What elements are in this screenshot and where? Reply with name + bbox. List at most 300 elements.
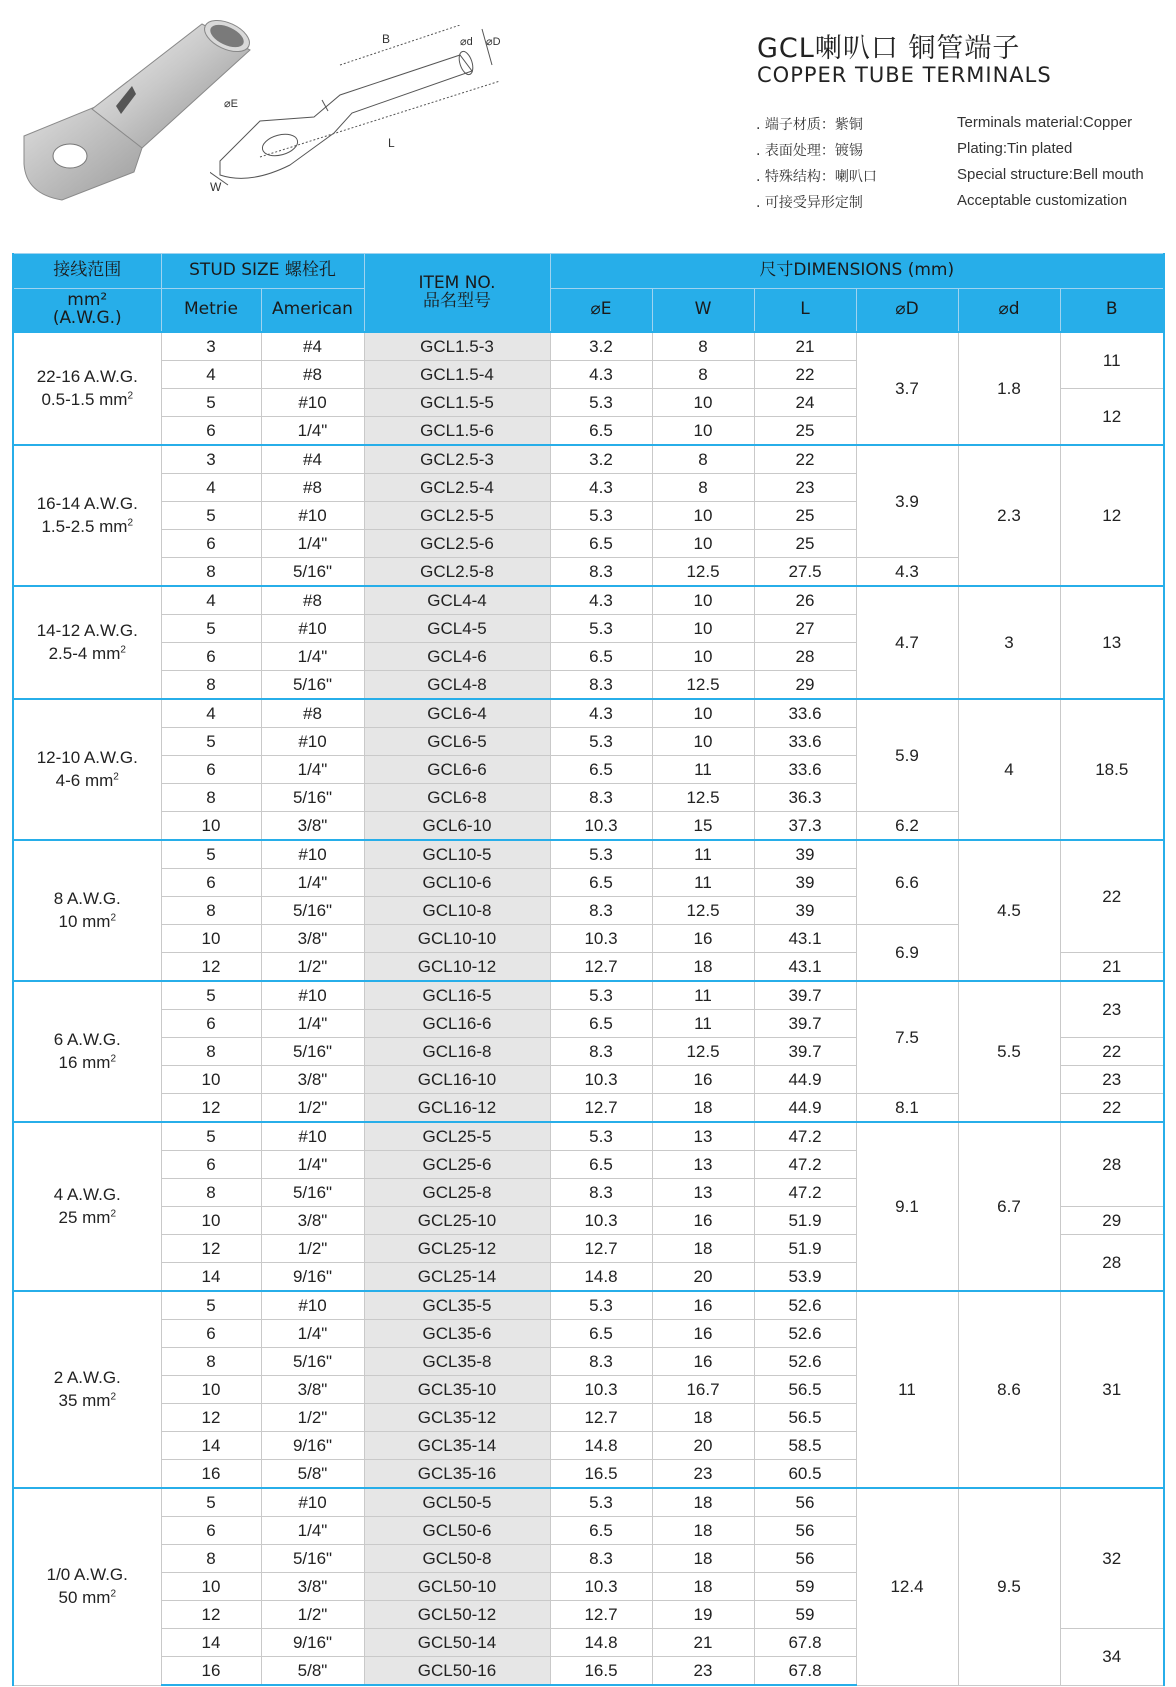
cell-e: 3.2 [550, 332, 652, 361]
cell-dd: 6.2 [856, 812, 958, 841]
cell-item: GCL4-6 [364, 643, 550, 671]
cell-e: 10.3 [550, 1376, 652, 1404]
cell-american: 1/2" [261, 1094, 364, 1123]
cell-item: GCL2.5-6 [364, 530, 550, 558]
cell-w: 19 [652, 1601, 754, 1629]
cell-american: 3/8" [261, 925, 364, 953]
cell-l: 44.9 [754, 1066, 856, 1094]
mm-label: 4-6 $mm^2$ [55, 770, 119, 790]
cell-e: 14.8 [550, 1629, 652, 1657]
label-d-small: ⌀d [460, 36, 473, 48]
cell-b: 34 [1060, 1629, 1164, 1686]
cell-metric: 3 [161, 445, 261, 474]
cell-l: 47.2 [754, 1151, 856, 1179]
cell-w: 18 [652, 1094, 754, 1123]
cell-item: GCL25-10 [364, 1207, 550, 1235]
cell-l: 67.8 [754, 1629, 856, 1657]
cell-w: 8 [652, 361, 754, 389]
cell-item: GCL16-10 [364, 1066, 550, 1094]
cell-item: GCL25-8 [364, 1179, 550, 1207]
cell-e: 8.3 [550, 671, 652, 700]
header-american: American [261, 289, 364, 333]
cell-e: 5.3 [550, 728, 652, 756]
awg-label: 1/0 A.W.G. [46, 1564, 128, 1584]
cell-american: 5/8" [261, 1657, 364, 1686]
cell-e: 5.3 [550, 1122, 652, 1151]
cell-dd: 5.9 [856, 699, 958, 812]
awg-label: 2 A.W.G. [53, 1367, 121, 1387]
cell-american: 1/4" [261, 1320, 364, 1348]
table-row [13, 445, 1164, 474]
cell-american: 5/16" [261, 897, 364, 925]
cell-l: 33.6 [754, 756, 856, 784]
cell-b: 11 [1060, 332, 1164, 389]
cell-metric: 8 [161, 1038, 261, 1066]
cell-e: 12.7 [550, 1235, 652, 1263]
spec-plating-cn: . 表面处理：镀锡 [756, 143, 863, 159]
cell-item: GCL10-12 [364, 953, 550, 982]
cell-american: #10 [261, 615, 364, 643]
cell-metric: 10 [161, 812, 261, 841]
cell-metric: 6 [161, 530, 261, 558]
cell-e: 8.3 [550, 1545, 652, 1573]
header-dimensions: 尺寸DIMENSIONS (mm) [550, 254, 1164, 289]
cell-l: 39.7 [754, 1010, 856, 1038]
cell-dd: 4.3 [856, 558, 958, 587]
cell-l: 25 [754, 502, 856, 530]
cell-l: 39 [754, 840, 856, 869]
cell-w: 11 [652, 1010, 754, 1038]
cell-w: 20 [652, 1263, 754, 1292]
cell-l: 22 [754, 445, 856, 474]
cell-metric: 14 [161, 1629, 261, 1657]
cell-e: 6.5 [550, 417, 652, 446]
awg-range-cell [13, 840, 161, 981]
cell-american: 9/16" [261, 1432, 364, 1460]
dimension-drawing [210, 25, 560, 205]
cell-american: #8 [261, 699, 364, 728]
cell-item: GCL1.5-5 [364, 389, 550, 417]
header-l: L [754, 289, 856, 333]
cell-e: 5.3 [550, 502, 652, 530]
cell-l: 43.1 [754, 953, 856, 982]
cell-l: 52.6 [754, 1348, 856, 1376]
cell-b: 23 [1060, 981, 1164, 1038]
cell-w: 23 [652, 1657, 754, 1686]
awg-label: 8 A.W.G. [53, 888, 121, 908]
cell-american: 5/16" [261, 1545, 364, 1573]
cell-e: 12.7 [550, 1094, 652, 1123]
cell-american: 3/8" [261, 1573, 364, 1601]
cell-l: 33.6 [754, 699, 856, 728]
cell-e: 4.3 [550, 474, 652, 502]
cell-metric: 6 [161, 1151, 261, 1179]
cell-e: 16.5 [550, 1460, 652, 1489]
cell-american: #10 [261, 981, 364, 1010]
cell-item: GCL6-10 [364, 812, 550, 841]
cell-item: GCL2.5-8 [364, 558, 550, 587]
awg-label: 14-12 A.W.G. [36, 620, 138, 640]
cell-w: 10 [652, 699, 754, 728]
cell-american: 3/8" [261, 1207, 364, 1235]
cell-metric: 12 [161, 1235, 261, 1263]
cell-dd: 3.7 [856, 332, 958, 445]
cell-american: #10 [261, 840, 364, 869]
cell-l: 25 [754, 530, 856, 558]
cell-metric: 16 [161, 1657, 261, 1686]
cell-w: 8 [652, 474, 754, 502]
spec-structure-cn: . 特殊结构：喇叭口 [756, 169, 877, 185]
cell-metric: 5 [161, 728, 261, 756]
cell-l: 21 [754, 332, 856, 361]
cell-e: 14.8 [550, 1263, 652, 1292]
cell-american: #8 [261, 586, 364, 615]
cell-d: 6.7 [958, 1122, 1060, 1291]
awg-label: 6 A.W.G. [53, 1029, 121, 1049]
mm-label: 0.5-1.5 $mm^2$ [41, 389, 134, 409]
cell-item: GCL35-6 [364, 1320, 550, 1348]
label-w: W [210, 180, 222, 194]
cell-metric: 5 [161, 1122, 261, 1151]
label-b: B [382, 32, 391, 46]
mm-label: 25 $mm^2$ [58, 1207, 117, 1227]
cell-metric: 3 [161, 332, 261, 361]
cell-w: 18 [652, 1235, 754, 1263]
cell-l: 39 [754, 897, 856, 925]
spec-plating-en: Plating:Tin plated [957, 140, 1073, 157]
cell-american: 1/4" [261, 1010, 364, 1038]
table-row [13, 840, 1164, 869]
cell-d: 3 [958, 586, 1060, 699]
cell-item: GCL16-8 [364, 1038, 550, 1066]
cell-l: 56 [754, 1545, 856, 1573]
cell-l: 53.9 [754, 1263, 856, 1292]
cell-item: GCL25-14 [364, 1263, 550, 1292]
header-metric: Metrie [161, 289, 261, 333]
cell-l: 52.6 [754, 1320, 856, 1348]
cell-e: 5.3 [550, 1291, 652, 1320]
cell-american: 1/2" [261, 1235, 364, 1263]
cell-w: 10 [652, 586, 754, 615]
cell-item: GCL16-5 [364, 981, 550, 1010]
cell-l: 47.2 [754, 1122, 856, 1151]
cell-l: 51.9 [754, 1235, 856, 1263]
cell-metric: 5 [161, 1488, 261, 1517]
cell-w: 11 [652, 840, 754, 869]
table-row [13, 1291, 1164, 1320]
cell-american: #10 [261, 502, 364, 530]
cell-metric: 8 [161, 1179, 261, 1207]
table-row [13, 1122, 1164, 1151]
cell-e: 6.5 [550, 756, 652, 784]
cell-e: 6.5 [550, 1517, 652, 1545]
cell-b: 23 [1060, 1066, 1164, 1094]
cell-dd: 3.9 [856, 445, 958, 558]
awg-range-cell [13, 981, 161, 1122]
cell-l: 24 [754, 389, 856, 417]
cell-metric: 10 [161, 1066, 261, 1094]
cell-metric: 10 [161, 1376, 261, 1404]
cell-e: 8.3 [550, 558, 652, 587]
cell-b: 22 [1060, 1038, 1164, 1066]
cell-metric: 8 [161, 897, 261, 925]
cell-american: 1/4" [261, 869, 364, 897]
cell-american: #10 [261, 1122, 364, 1151]
cell-dd: 4.7 [856, 586, 958, 699]
cell-w: 8 [652, 332, 754, 361]
cell-w: 10 [652, 502, 754, 530]
cell-item: GCL4-5 [364, 615, 550, 643]
cell-w: 12.5 [652, 784, 754, 812]
cell-b: 22 [1060, 840, 1164, 953]
cell-e: 8.3 [550, 1038, 652, 1066]
header-e: ⌀E [550, 289, 652, 333]
cell-metric: 10 [161, 1573, 261, 1601]
cell-l: 67.8 [754, 1657, 856, 1686]
cell-b: 22 [1060, 1094, 1164, 1123]
mm-label: 50 $mm^2$ [58, 1587, 117, 1607]
cell-w: 12.5 [652, 1038, 754, 1066]
header-d: ⌀d [958, 289, 1060, 333]
cell-item: GCL6-6 [364, 756, 550, 784]
cell-metric: 6 [161, 1320, 261, 1348]
cell-item: GCL50-10 [364, 1573, 550, 1601]
cell-w: 10 [652, 728, 754, 756]
cell-item: GCL25-6 [364, 1151, 550, 1179]
cell-dd: 8.1 [856, 1094, 958, 1123]
spec-custom-cn: . 可接受异形定制 [756, 195, 863, 211]
cell-metric: 8 [161, 1348, 261, 1376]
cell-d: 4.5 [958, 840, 1060, 981]
cell-american: #10 [261, 1291, 364, 1320]
cell-l: 59 [754, 1573, 856, 1601]
cell-w: 12.5 [652, 671, 754, 700]
cell-dd: 6.6 [856, 840, 958, 925]
cell-l: 29 [754, 671, 856, 700]
cell-l: 23 [754, 474, 856, 502]
cell-metric: 16 [161, 1460, 261, 1489]
cell-american: 1/4" [261, 1151, 364, 1179]
cell-e: 8.3 [550, 1348, 652, 1376]
cell-b: 12 [1060, 389, 1164, 446]
cell-e: 3.2 [550, 445, 652, 474]
cell-b: 32 [1060, 1488, 1164, 1629]
cell-item: GCL35-14 [364, 1432, 550, 1460]
cell-item: GCL10-8 [364, 897, 550, 925]
cell-dd: 9.1 [856, 1122, 958, 1291]
cell-l: 56.5 [754, 1376, 856, 1404]
cell-item: GCL2.5-5 [364, 502, 550, 530]
cell-e: 12.7 [550, 953, 652, 982]
cell-metric: 14 [161, 1263, 261, 1292]
cell-w: 10 [652, 530, 754, 558]
cell-l: 56.5 [754, 1404, 856, 1432]
cell-w: 13 [652, 1151, 754, 1179]
cell-b: 21 [1060, 953, 1164, 982]
cell-metric: 12 [161, 1094, 261, 1123]
cell-b: 13 [1060, 586, 1164, 699]
cell-item: GCL25-5 [364, 1122, 550, 1151]
cell-e: 5.3 [550, 981, 652, 1010]
cell-item: GCL1.5-6 [364, 417, 550, 446]
cell-item: GCL6-4 [364, 699, 550, 728]
cell-e: 4.3 [550, 361, 652, 389]
cell-w: 16 [652, 1066, 754, 1094]
cell-e: 5.3 [550, 1488, 652, 1517]
cell-metric: 6 [161, 643, 261, 671]
cell-l: 39.7 [754, 981, 856, 1010]
cell-metric: 5 [161, 615, 261, 643]
cell-item: GCL25-12 [364, 1235, 550, 1263]
cell-l: 56 [754, 1517, 856, 1545]
cell-w: 18 [652, 1517, 754, 1545]
cell-w: 10 [652, 615, 754, 643]
cell-w: 12.5 [652, 897, 754, 925]
cell-l: 37.3 [754, 812, 856, 841]
cell-w: 16 [652, 1207, 754, 1235]
cell-item: GCL50-16 [364, 1657, 550, 1686]
cell-american: 9/16" [261, 1629, 364, 1657]
cell-d: 5.5 [958, 981, 1060, 1122]
cell-w: 18 [652, 1488, 754, 1517]
cell-metric: 10 [161, 925, 261, 953]
cell-item: GCL4-8 [364, 671, 550, 700]
cell-l: 25 [754, 417, 856, 446]
cell-item: GCL35-8 [364, 1348, 550, 1376]
spec-material-cn: . 端子材质：紫铜 [756, 117, 863, 133]
cell-d: 8.6 [958, 1291, 1060, 1488]
cell-e: 5.3 [550, 389, 652, 417]
cell-w: 16.7 [652, 1376, 754, 1404]
awg-label: 12-10 A.W.G. [36, 747, 138, 767]
cell-e: 12.7 [550, 1601, 652, 1629]
cell-w: 18 [652, 1545, 754, 1573]
cell-metric: 12 [161, 1601, 261, 1629]
table-row [13, 981, 1164, 1010]
cell-item: GCL10-10 [364, 925, 550, 953]
header-b: B [1060, 289, 1164, 333]
cell-e: 6.5 [550, 869, 652, 897]
cell-dd: 11 [856, 1291, 958, 1488]
cell-metric: 6 [161, 417, 261, 446]
cell-metric: 5 [161, 981, 261, 1010]
cell-american: #10 [261, 389, 364, 417]
cell-american: 5/16" [261, 784, 364, 812]
cell-metric: 4 [161, 586, 261, 615]
cell-b: 18.5 [1060, 699, 1164, 840]
page-title-en: COPPER TUBE TERMINALS [757, 63, 1052, 87]
cell-item: GCL2.5-4 [364, 474, 550, 502]
page-title-cn: GCL喇叭口 铜管端子 [757, 33, 1021, 64]
cell-metric: 4 [161, 699, 261, 728]
cell-e: 6.5 [550, 1151, 652, 1179]
cell-item: GCL50-12 [364, 1601, 550, 1629]
cell-l: 51.9 [754, 1207, 856, 1235]
cell-l: 33.6 [754, 728, 856, 756]
cell-american: 9/16" [261, 1263, 364, 1292]
cell-american: 1/2" [261, 953, 364, 982]
cell-metric: 4 [161, 361, 261, 389]
cell-dd: 7.5 [856, 981, 958, 1094]
awg-range-cell [13, 1122, 161, 1291]
cell-metric: 6 [161, 869, 261, 897]
cell-item: GCL50-14 [364, 1629, 550, 1657]
cell-metric: 6 [161, 1517, 261, 1545]
mm-label: 2.5-4 $mm^2$ [48, 643, 126, 663]
cell-w: 12.5 [652, 558, 754, 587]
cell-american: 1/2" [261, 1601, 364, 1629]
cell-dd: 6.9 [856, 925, 958, 982]
cell-w: 16 [652, 1348, 754, 1376]
label-d-big: ⌀D [486, 36, 501, 48]
cell-w: 8 [652, 445, 754, 474]
cell-e: 5.3 [550, 840, 652, 869]
cell-metric: 5 [161, 389, 261, 417]
cell-american: 1/4" [261, 756, 364, 784]
cell-metric: 8 [161, 1545, 261, 1573]
cell-item: GCL16-6 [364, 1010, 550, 1038]
cell-e: 8.3 [550, 897, 652, 925]
cell-item: GCL16-12 [364, 1094, 550, 1123]
cell-l: 44.9 [754, 1094, 856, 1123]
cell-american: 3/8" [261, 812, 364, 841]
cell-item: GCL2.5-3 [364, 445, 550, 474]
cell-e: 5.3 [550, 615, 652, 643]
cell-american: 1/4" [261, 643, 364, 671]
cell-american: #4 [261, 332, 364, 361]
header-item-no: ITEM NO. 品名型号 [364, 254, 550, 333]
cell-d: 1.8 [958, 332, 1060, 445]
cell-metric: 4 [161, 474, 261, 502]
cell-d: 9.5 [958, 1488, 1060, 1685]
cell-e: 10.3 [550, 812, 652, 841]
cell-e: 6.5 [550, 1320, 652, 1348]
cell-w: 10 [652, 643, 754, 671]
cell-item: GCL6-5 [364, 728, 550, 756]
cell-l: 28 [754, 643, 856, 671]
cell-e: 6.5 [550, 1010, 652, 1038]
cell-american: 5/16" [261, 1038, 364, 1066]
cell-american: 5/8" [261, 1460, 364, 1489]
cell-e: 10.3 [550, 1066, 652, 1094]
cell-e: 12.7 [550, 1404, 652, 1432]
cell-metric: 14 [161, 1432, 261, 1460]
cell-w: 11 [652, 981, 754, 1010]
header-range-cn: 接线范围 [13, 254, 161, 289]
header-dd: ⌀D [856, 289, 958, 333]
cell-e: 10.3 [550, 1573, 652, 1601]
cell-metric: 5 [161, 840, 261, 869]
cell-w: 23 [652, 1460, 754, 1489]
awg-label: 16-14 A.W.G. [36, 493, 138, 513]
table-row [13, 586, 1164, 615]
cell-metric: 8 [161, 671, 261, 700]
cell-american: 3/8" [261, 1066, 364, 1094]
cell-w: 13 [652, 1179, 754, 1207]
cell-w: 11 [652, 869, 754, 897]
awg-label: 22-16 A.W.G. [36, 366, 138, 386]
cell-e: 16.5 [550, 1657, 652, 1686]
cell-e: 6.5 [550, 643, 652, 671]
cell-e: 14.8 [550, 1432, 652, 1460]
cell-item: GCL1.5-3 [364, 332, 550, 361]
cell-item: GCL6-8 [364, 784, 550, 812]
cell-b: 28 [1060, 1122, 1164, 1207]
cell-metric: 6 [161, 756, 261, 784]
mm-label: 16 $mm^2$ [58, 1052, 117, 1072]
cell-l: 36.3 [754, 784, 856, 812]
cell-metric: 10 [161, 1207, 261, 1235]
